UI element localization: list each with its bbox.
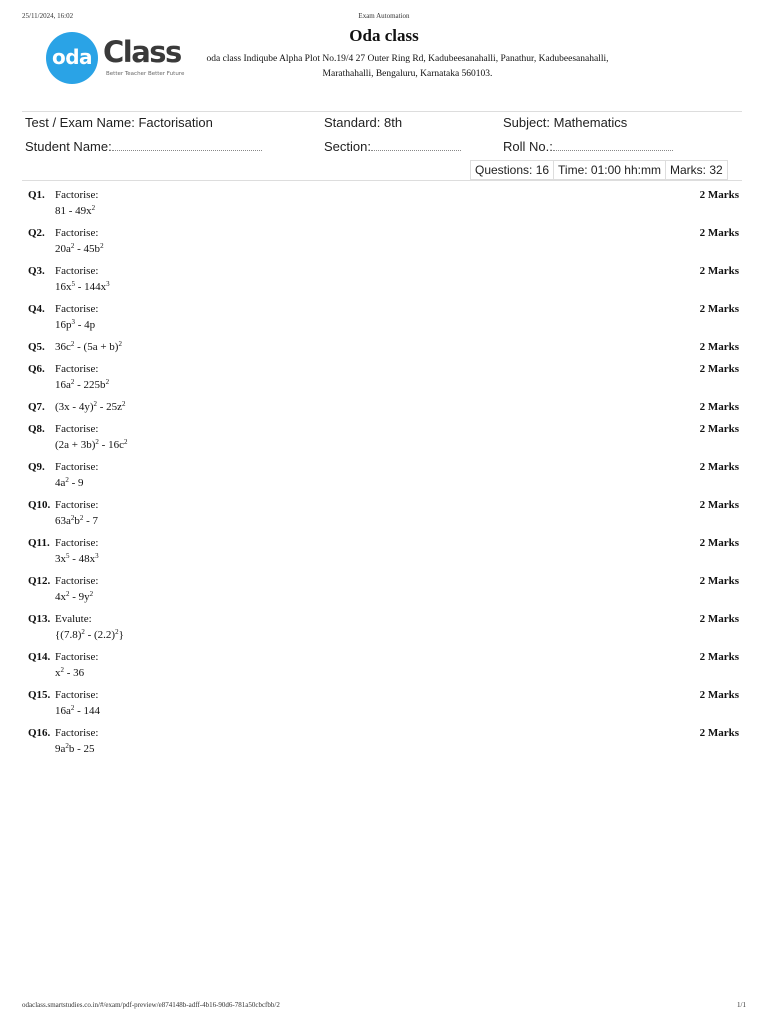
question-text: Factorise:: [55, 423, 99, 435]
divider: [22, 180, 742, 181]
question-expression: $4a^2 - 9$: [55, 476, 84, 489]
question-marks: 2 Marks: [699, 537, 739, 549]
question-text: Factorise:: [55, 189, 99, 201]
standard: [324, 115, 402, 130]
question-number: Q6.: [28, 363, 45, 375]
subject-label: Subject:: [503, 115, 550, 130]
question-text: Factorise:: [55, 461, 99, 473]
exam-stats: [470, 160, 728, 180]
subject-value: Mathematics: [553, 115, 628, 130]
question-number: Q16.: [28, 727, 51, 739]
question-expression: $16p^3 - 4p$: [55, 318, 96, 331]
roll-no-label: Roll No.:: [503, 139, 553, 154]
question-expression: $20a^2 - 45b^2$: [55, 242, 104, 255]
org-name: Oda class: [349, 26, 419, 45]
question-expression: $3x^5 - 48x^3$: [55, 552, 99, 565]
question-number: Q12.: [28, 575, 51, 587]
question-expression: $63a^2b^2 - 7$: [55, 514, 99, 527]
standard-label: Standard:: [324, 115, 381, 130]
question-expression: $x^2 - 36$: [55, 666, 85, 679]
question-marks: 2 Marks: [699, 189, 739, 201]
test-name-label: Test / Exam Name:: [25, 115, 135, 130]
question-text: Factorise:: [55, 537, 99, 549]
logo-oda-text: oda: [51, 45, 93, 69]
section-blank: [371, 140, 461, 151]
print-timestamp: 25/11/2024, 16:02: [22, 12, 74, 20]
logo-tagline: Better Teacher Better Future: [106, 71, 185, 77]
question-expression: $9a^2b - 25$: [55, 742, 95, 755]
question-number: Q1.: [28, 189, 45, 201]
question-text: $(3x - 4y)^2 - 25z^2$: [55, 400, 126, 413]
question-expression: $(2a + 3b)^2 - 16c^2$: [55, 438, 128, 451]
question-text: Factorise:: [55, 363, 99, 375]
question-number: Q11.: [28, 537, 50, 549]
question-text: Factorise:: [55, 265, 99, 277]
brand-header: [0, 26, 768, 116]
question-marks: 2 Marks: [699, 227, 739, 239]
question-expression: $\{(7.8)^2 - (2.2)^2\}$: [55, 628, 124, 641]
question-marks: 2 Marks: [699, 423, 739, 435]
question-expression: $16x^5 - 144x^3$: [55, 280, 110, 293]
address-line-2: Marathahalli, Bengaluru, Karnataka 560103.: [322, 69, 493, 79]
question-expression: $16a^2 - 144$: [55, 704, 101, 717]
question-marks: 2 Marks: [699, 303, 739, 315]
question-number: Q7.: [28, 401, 45, 413]
section-label: Section:: [324, 139, 371, 154]
question-number: Q4.: [28, 303, 45, 315]
question-number: Q3.: [28, 265, 45, 277]
question-marks: 2 Marks: [699, 613, 739, 625]
question-expression: $81 - 49x^2$: [55, 204, 96, 217]
question-number: Q14.: [28, 651, 51, 663]
question-marks: 2 Marks: [699, 461, 739, 473]
roll-no: [503, 139, 673, 154]
question-number: Q8.: [28, 423, 45, 435]
print-title: Exam Automation: [358, 12, 410, 20]
question-text: Evalute:: [55, 613, 92, 625]
question-number: Q13.: [28, 613, 51, 625]
question-text: Factorise:: [55, 575, 99, 587]
question-text: Factorise:: [55, 303, 99, 315]
question-marks: 2 Marks: [699, 401, 739, 413]
standard-value: 8th: [384, 115, 403, 130]
question-text: Factorise:: [55, 499, 99, 511]
question-marks: 2 Marks: [699, 341, 739, 353]
question-marks: 2 Marks: [699, 363, 739, 375]
question-marks: 2 Marks: [699, 727, 739, 739]
question-number: Q5.: [28, 341, 45, 353]
total-marks: Marks: 32: [666, 160, 728, 180]
question-text: Factorise:: [55, 727, 99, 739]
question-expression: $4x^2 - 9y^2$: [55, 590, 94, 603]
time-limit: Time: 01:00 hh:mm: [554, 160, 666, 180]
print-header: [0, 12, 768, 24]
print-url: odaclass.smartstudies.co.in/#/exam/pdf-preview/e874148b-adff-4b16-90d6-781a50cbcfbb/2: [22, 1001, 280, 1009]
question-marks: 2 Marks: [699, 575, 739, 587]
question-text: Factorise:: [55, 651, 99, 663]
student-name-label: Student Name:: [25, 139, 112, 154]
divider: [22, 111, 742, 112]
student-name-blank: [112, 140, 262, 151]
org-address: [190, 52, 625, 82]
student-name: [25, 139, 262, 154]
question-expression: $16a^2 - 225b^2$: [55, 378, 110, 391]
question-number: Q15.: [28, 689, 51, 701]
question-marks: 2 Marks: [699, 689, 739, 701]
question-marks: 2 Marks: [699, 499, 739, 511]
question-text: $36c^2 - (5a + b)^2$: [55, 340, 122, 353]
question-marks: 2 Marks: [699, 651, 739, 663]
test-name-value: Factorisation: [138, 115, 213, 130]
subject: [503, 115, 627, 130]
question-text: Factorise:: [55, 689, 99, 701]
page-number: 1/1: [737, 1001, 746, 1009]
question-marks: 2 Marks: [699, 265, 739, 277]
question-number: Q2.: [28, 227, 45, 239]
section: [324, 139, 461, 154]
test-name: [25, 115, 213, 130]
questions-count: Questions: 16: [470, 160, 554, 180]
roll-no-blank: [553, 140, 673, 151]
question-number: Q9.: [28, 461, 45, 473]
logo-class-text: Class: [103, 35, 181, 69]
address-line-1: oda class Indiqube Alpha Plot No.19/4 27 Outer Ring Rd, Kadubeesanahalli, Panathur, Kadubeesanahalli,: [206, 54, 609, 64]
question-number: Q10.: [28, 499, 51, 511]
question-text: Factorise:: [55, 227, 99, 239]
